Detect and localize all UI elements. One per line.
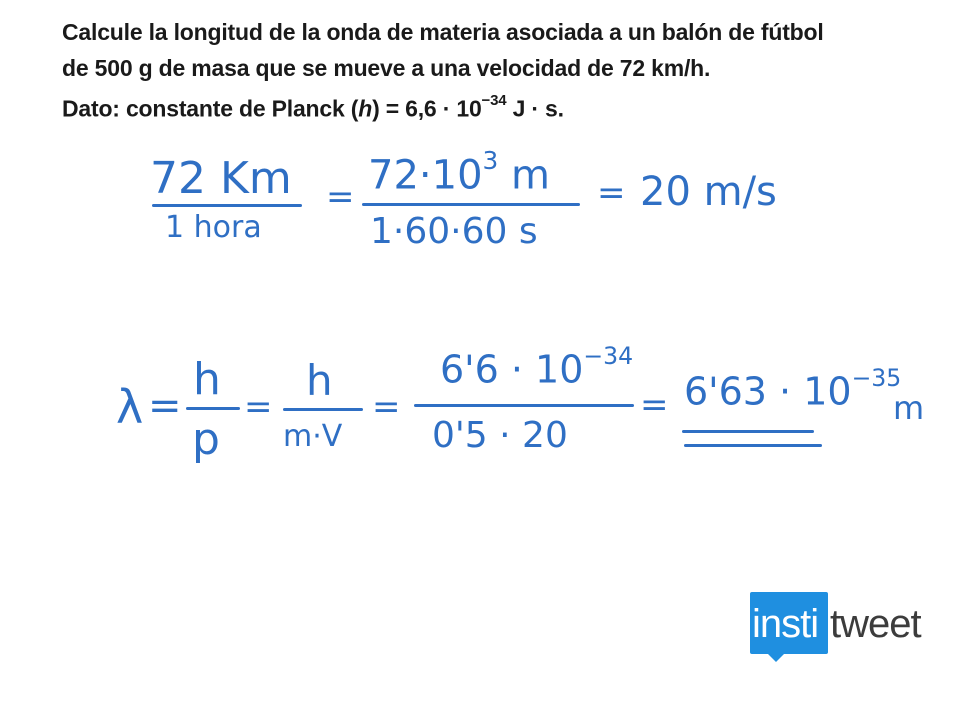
- institweet-logo: [750, 588, 950, 664]
- data-prefix: Dato: constante de Planck (: [62, 95, 359, 122]
- wl-f3-denominator: 0'5 · 20: [432, 415, 568, 456]
- wl-lambda: λ: [116, 380, 144, 434]
- conv-frac1-denominator: 1 hora: [165, 210, 262, 245]
- wl-f2-numerator: h: [306, 356, 333, 405]
- planck-units: J · s.: [506, 95, 564, 122]
- conv-frac2-numerator: [368, 146, 550, 199]
- logo-text-tweet: tweet: [830, 602, 921, 646]
- planck-symbol: h: [358, 95, 373, 122]
- wl-f3-num-base: 6'6 · 10: [440, 347, 584, 392]
- wl-result-underline-2: [684, 444, 822, 447]
- wl-result-unit: m: [893, 389, 925, 427]
- wl-f3-numerator: [440, 342, 634, 392]
- problem-line-1: Calcule la longitud de la onda de materia asociada a un balón de fútbol: [62, 19, 824, 45]
- logo-text-insti: insti: [752, 602, 819, 646]
- wl-f1-numerator: h: [193, 354, 221, 405]
- planck-exponent: −34: [481, 92, 507, 109]
- wl-equals-0: =: [148, 383, 182, 429]
- logo-speech-tail: [764, 650, 788, 662]
- problem-line-2: de 500 g de masa que se mueve a una velocidad de 72 km/h.: [62, 55, 711, 81]
- wl-equals-2: =: [372, 387, 401, 427]
- wl-equals-3: =: [640, 385, 669, 425]
- conv-equals-1: =: [326, 177, 355, 217]
- conv-frac2-num-unit: m: [511, 152, 550, 199]
- conv-frac1-numerator: 72 Km: [150, 153, 292, 204]
- conv-frac2-denominator: 1·60·60 s: [370, 211, 538, 252]
- wl-result-base: 6'63 · 10: [684, 369, 852, 414]
- wl-result-exponent: −35: [851, 364, 902, 393]
- wl-f1-denominator: p: [192, 414, 220, 465]
- conv-equals-2: =: [597, 173, 626, 213]
- conv-frac1-bar: [152, 204, 302, 207]
- problem-line-3: [62, 86, 942, 127]
- planck-value: ) = 6,6 · 10: [372, 95, 482, 122]
- problem-statement: [62, 14, 942, 127]
- wl-equals-1: =: [244, 387, 273, 427]
- wl-f3-bar: [414, 404, 634, 407]
- wl-f2-denominator: m·V: [283, 419, 343, 454]
- wl-result-underline-1: [682, 430, 814, 433]
- conv-frac2-num-base: 72·10: [368, 152, 483, 199]
- wl-f2-bar: [283, 408, 363, 411]
- conv-result: 20 m/s: [640, 169, 777, 215]
- wl-f1-bar: [186, 407, 240, 410]
- wl-result: [684, 364, 902, 414]
- conv-frac2-num-exponent: 3: [482, 146, 499, 176]
- wl-f3-num-exponent: −34: [583, 342, 634, 371]
- conv-frac2-bar: [362, 203, 580, 206]
